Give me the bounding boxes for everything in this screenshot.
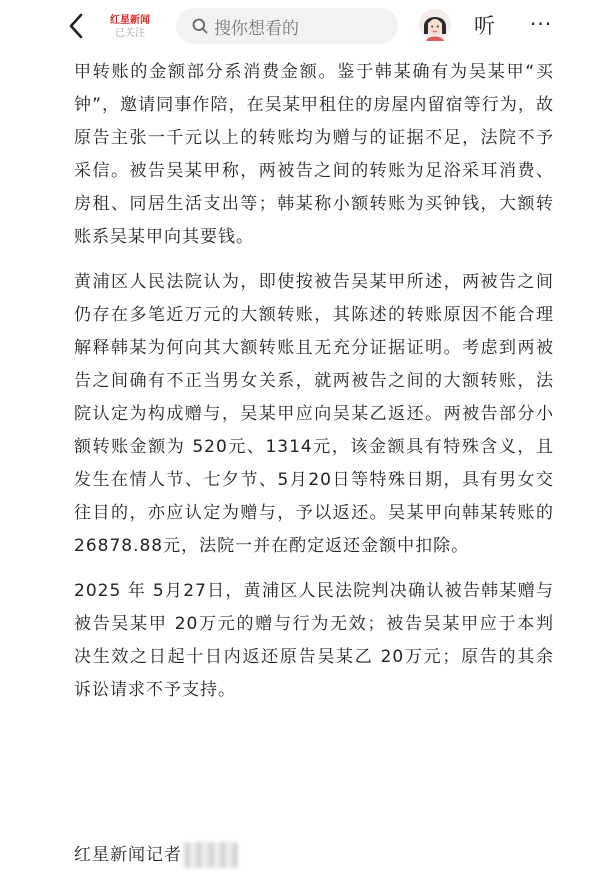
reporter-label: 红星新闻记者 bbox=[74, 845, 182, 865]
listen-button[interactable]: 听 bbox=[474, 14, 495, 38]
publisher-logo[interactable] bbox=[104, 8, 156, 46]
back-button[interactable] bbox=[62, 12, 90, 40]
paragraph-2: 黄浦区人民法院认为，即使按被告吴某甲所述，两被告之间仍存在多笔近万元的大额转账，其陈述的转账原因不能合理解释韩某为何向其大额转账且无充分证据证明。考虑到两被告之间确有不正当男女关系，就两被告之间的大额转账，法院认定为构成赠与，吴某甲应向吴某乙返还。两被告部分小额转账金额为 520元、1314元，该金额具有特殊含义，且发生在情人节、七夕节、5月20日等特殊日期，具有男女交往目的，亦应认定为赠与，予以返还。吴某甲向韩某转账的 26878.88元，法院一并在酌定返还金额中扣除。 bbox=[74, 272, 554, 556]
chevron-left-icon bbox=[68, 13, 84, 39]
top-bar bbox=[0, 0, 616, 52]
search-icon bbox=[192, 18, 208, 34]
more-options-button[interactable]: ··· bbox=[530, 12, 553, 36]
search-placeholder: 搜你想看的 bbox=[214, 18, 299, 39]
user-avatar[interactable] bbox=[418, 8, 452, 42]
paragraph-1: 甲转账的金额部分系消费金额。鉴于韩某确有为吴某甲“买钟”，邀请同事作陪，在吴某甲租住的房屋内留宿等行为，故原告主张一千元以上的转账均为赠与的证据不足，法院不予采信。被告吴某甲称，两被告之间的转账为足浴采耳消费、房租、同居生活支出等；韩某称小额转账为买钟钱，大额转账系吴某甲向其要钱。 bbox=[74, 62, 554, 247]
article-body bbox=[74, 56, 554, 719]
follow-status[interactable]: 已关注 bbox=[115, 28, 145, 39]
avatar-icon bbox=[418, 8, 452, 42]
reporter-byline bbox=[74, 840, 238, 870]
blurred-reporter-name bbox=[184, 842, 238, 868]
search-bar[interactable] bbox=[176, 8, 398, 44]
publisher-name: 红星新闻 bbox=[110, 15, 150, 26]
paragraph-3: 2025 年 5月27日，黄浦区人民法院判决确认被告韩某赠与被告吴某甲 20万元的赠与行为无效；被告吴某甲应于本判决生效之日起十日内返还原告吴某乙 20万元；原告的其余诉讼请求不予支持。 bbox=[74, 581, 554, 700]
